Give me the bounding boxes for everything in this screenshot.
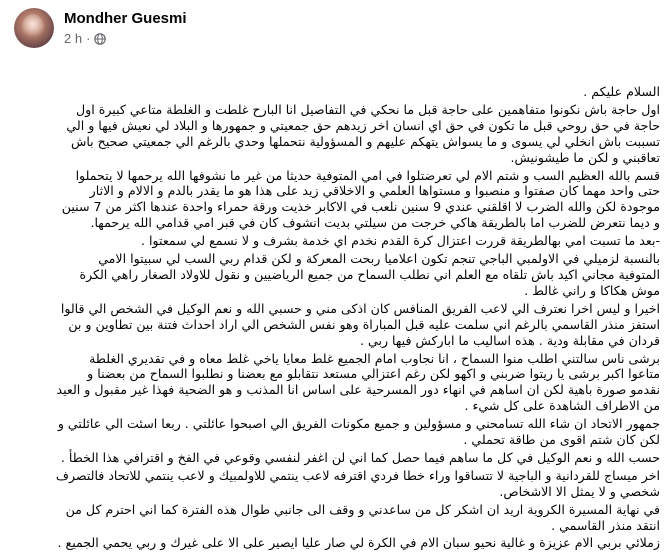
meta-separator: · [86, 31, 91, 46]
avatar-highlight [22, 14, 44, 40]
post-meta [64, 31, 106, 46]
post-paragraph: جمهور الاتحاد ان شاء الله تسامحني و مسؤولين و جميع مكونات الفريق الي اصبحوا عائلتي . ربعا اسئت الي عائلتي و لكن كان شتم اقوى من طاقة تحملي . [57, 416, 660, 448]
post-header [0, 0, 672, 58]
post-paragraph: حسب الله و نعم الوكيل في كل ما ساهم فيما حصل كما اني لن اغفر لنفسي وقوعي في الفخ و اقترافي هذا الخطأ . [60, 449, 660, 465]
post-paragraph: في نهاية المسيرة الكروية اريد ان اشكر كل من ساعدني و وقف الى جانبي طوال هذه الفترة كما اني احترم كل من انتقد منذر القاسمي . [65, 501, 660, 533]
post-timestamp[interactable]: 2 h [64, 31, 83, 46]
globe-icon[interactable] [94, 33, 106, 45]
post-paragraph: اخر ميساج للقردانية و الباجية لا تتساقوا وراء خطا فردي اقترفه لاعب ينتمي للاولمبيك و لاعب ينتمي للاتحاد فالتصرف شخصي و لا يمثل الا الاشخاص. [55, 467, 660, 499]
post-paragraph: بالنسبة لزميلي في الاولمبي الباجي تنجم تكون اعلاميا ربحت المعركة و لكن قدام ربي السب لي سبيتوا الامي المتوفية مجاني اكيد باش تلقاه مع العلم اني نطلب السماح من جميع الرياضيين و نقول للاولاد الصغار راهي الكرة موش هكاكا و راني غالط . [79, 251, 660, 298]
post-paragraph: برشى ناس سالتني اطلب منوا السماح ، انا نجاوب امام الجميع غلط معايا ياخي غلط معاه و في تقديري الغلطة متاعوا اكبر برشى يا ريتوا ضربني و اكهو لكن رغم اعتزالي مستعد نتقابلو مع بعضنا و نطلبوا السماح من بعضنا و نقدمو صورة باهية لكن ان اساهم في انهاء دور المسرحية على اساس انا المذنب و هو الضحية فهذا غير مقبول و العيد من الاطراف الشاهدة على كل شيء . [56, 350, 660, 414]
post-paragraph: السلام عليكم . [583, 84, 660, 99]
post-paragraph: زملائي بربي الام عزيزة و غالية نحيو سبان الام في الكرة لي صار عليا ايصير على الا على غيرك و ربي يحمي الجميع . [57, 535, 660, 551]
post-body [54, 84, 660, 553]
post-paragraph: اخيرا و ليس اخرا نعترف الي لاعب الفريق المنافس كان اذكى مني و حسبي الله و نعم الوكيل في الشخص الي قالوا استفز منذر القاسمي بالرغم اني سلمت عليه قبل المباراة وهو نفس الشخص الي اراد احداث فتنة بين تطاوين و بن قردان في مقابلة ودية . هذه اساليب ما اباركش فيها ربي . [60, 300, 660, 348]
avatar[interactable] [14, 8, 54, 48]
author-name[interactable]: Mondher Guesmi [64, 10, 187, 27]
post-paragraph: اول حاجة باش نكونوا متفاهمين على حاجة قبل ما نحكي في التفاصيل انا البارح غلطت و الغلطة متاعي كبيرة اول حاجة في حق روحي قبل ما تكون في حق اي انسان اخر زيدهم حق جمعيتي و جمهورها و البلاد لي نعيش فيها و الي تسببت باش انخلي لي يسوى و ما يسواش يتهكم عليهم و المسؤولية نتحملها وحدي بالرغم الي جمعيتي صحيح باش تعاقبني و لكن ما طيشونيش. [66, 101, 660, 165]
post-paragraph: -بعد ما تسبت امي بهالطريقة قررت اعتزال كرة القدم نخدم اي خدمة بشرف و لا نسمع لي سمعتوا . [141, 233, 660, 249]
post-paragraph: قسم بالله العظيم السب و شتم الام لي تعرضتلوا في امي المتوفية حديثا من غير ما نشوفها الله يرحمها لا يتحملوا حتى واحد مهما كان صفتوا و منصبوا و مستواها العلمي و الاخلاقي زيد على هذا هو ما يقدر بالدم و الالام و الاثار موجودة لكن والله الضرب لا اقلقني عندي 9 سنين نلعب في الاكابر خذيت ورقة حمراء واحدة عندها اكثر من 7 سنين و ديما نتعرض للضرب اما بالطريقة هاكي خرجت من سيلتي بديت انشوف كان في قبر امي قدامي الله يرحمها. [61, 167, 660, 231]
